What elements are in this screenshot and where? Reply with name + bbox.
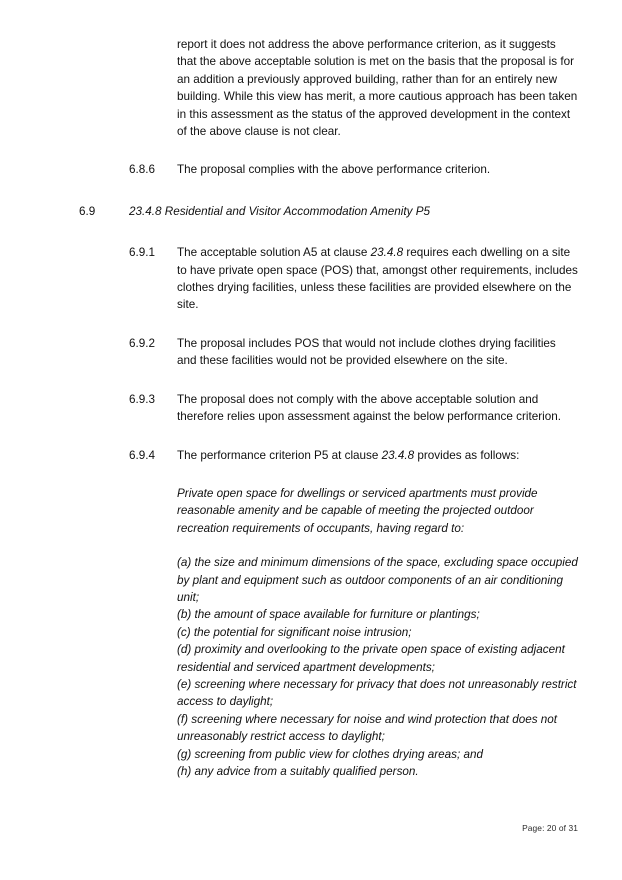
quote-item: (e) screening where necessary for privacy that does not unreasonably restrict access to daylight; [177, 677, 577, 709]
page-content [0, 36, 622, 780]
quote-item: (d) proximity and overlooking to the private open space of existing adjacent residential and serviced apartment developments; [177, 643, 565, 674]
clause-number: 6.9.4 [129, 448, 155, 462]
clause-text: The proposal includes POS that would not include clothes drying facilities and these facilities would not be provided elsewhere on the site. [177, 336, 556, 368]
clause-reference: 23.4.8 [370, 246, 404, 260]
quote-item-list [0, 554, 622, 780]
clause-number: 6.9.1 [129, 246, 155, 260]
clause-text [177, 447, 578, 464]
spacer [0, 179, 622, 203]
continuation-paragraph: report it does not address the above performance criterion, as it suggests that the above acceptable solution is met on the basis that the proposal is for an addition a previously approved building, rather than for an entirely new building. While this view has merit, a more cautious approach has been taken in this assessment as the status of the approved development in the context of the above clause is not clear. [177, 38, 578, 139]
clause-text [177, 244, 578, 314]
clause-number: 6.9.3 [129, 392, 155, 406]
quote-intro: Private open space for dwellings or serviced apartments must provide reasonable amenity and be capable of meeting the projected outdoor recreation requirements of occupants, having regard to: [177, 486, 538, 535]
clause-text-after: provides as follows: [414, 448, 520, 462]
quote-item: (a) the size and minimum dimensions of the space, excluding space occupied by plant and equipment such as outdoor components of an air conditioning unit; [177, 556, 578, 604]
heading-number: 6.9 [79, 204, 96, 218]
clause-text-before: The performance criterion P5 at clause [177, 448, 382, 462]
quote-item: (f) screening where necessary for noise and wind protection that does not unreasonably restrict access to daylight; [177, 712, 558, 744]
quote-item: (h) any advice from a suitably qualified person. [177, 765, 419, 778]
clause-6-9-4 [0, 447, 622, 464]
clause-number: 6.8.6 [129, 163, 155, 177]
clause-text: The proposal complies with the above performance criterion. [177, 163, 491, 177]
clause-text-after: requires each dwelling on a site to have private open space (POS) that, amongst other requirements, includes clothes drying facilities, unless these facilities are provided elsewhere on the site. [177, 246, 578, 312]
quote-item: (b) the amount of space available for furniture or plantings; [177, 608, 480, 622]
spacer [0, 464, 622, 485]
quote-item: (g) screening from public view for clothes drying areas; and [177, 747, 483, 761]
heading-title [129, 203, 578, 220]
spacer [0, 314, 622, 335]
quote-item: (c) the potential for significant noise intrusion; [177, 625, 412, 639]
spacer [0, 220, 622, 244]
clause-6-9-2 [0, 335, 622, 370]
clause-6-9-1 [0, 244, 622, 314]
clause-6-9-3 [0, 391, 622, 426]
spacer [0, 537, 622, 554]
spacer [0, 426, 622, 447]
heading-title-rest: Residential and Visitor Accommodation Amenity P5 [161, 204, 431, 218]
page-footer: Page: 20 of 31 [522, 823, 578, 833]
heading-6-9 [0, 203, 622, 220]
clause-text: The proposal does not comply with the above acceptable solution and therefore relies upon assessment against the below performance criterion. [177, 392, 561, 424]
heading-clause-reference: 23.4.8 [129, 204, 162, 218]
spacer [0, 140, 622, 161]
clause-number: 6.9.2 [129, 336, 155, 350]
clause-text-before: The acceptable solution A5 at clause [177, 246, 371, 260]
clause-6-8-6 [0, 161, 622, 178]
spacer [0, 370, 622, 391]
clause-reference: 23.4.8 [381, 448, 415, 462]
